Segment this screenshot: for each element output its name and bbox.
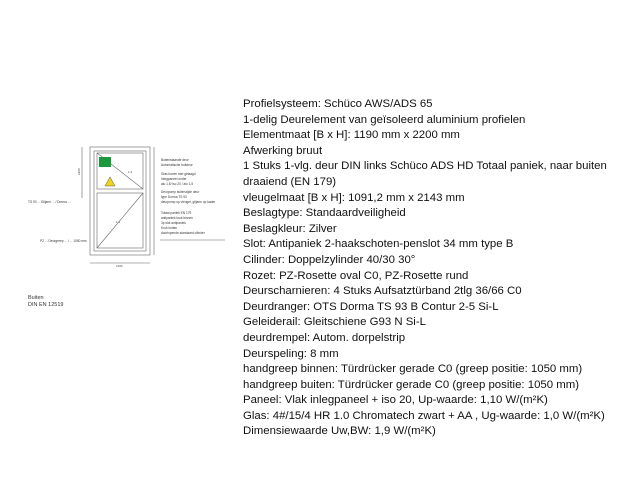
- spec-line: Beslagtype: Standaardveiligheid: [243, 207, 406, 220]
- drawing-note: type Dorma TS 93: [161, 195, 187, 199]
- specification-text: [243, 97, 638, 440]
- spec-line: Profielsysteem: Schüco AWS/ADS 65: [243, 98, 433, 110]
- left-note-hinge: TS 93 ... Glijarm ... / Dorma ...: [28, 200, 71, 204]
- spec-line: Geleiderail: Gleitschiene G93 N Si-L: [243, 316, 426, 329]
- drawing-note: 3p slot antipaniek: [161, 221, 186, 225]
- spec-line: Cilinder: Doppelzylinder 40/30 30°: [243, 253, 416, 266]
- spec-line: Deurscharnieren: 4 Stuks Aufsatztürband 2tlg 36/66 C0: [243, 285, 522, 298]
- spec-line: vleugelmaat [B x H]: 1091,2 mm x 2143 mm: [243, 191, 465, 204]
- left-note-handle: PZ ... Deurgreep ... / ... 1050 mm: [40, 239, 87, 243]
- drawing-note: Glas boven met gelaagd: [161, 172, 196, 176]
- spec-line: Deurdranger: OTS Dorma TS 93 B Contur 2-5 Si-L: [243, 300, 499, 313]
- spec-line: Deurspeling: 8 mm: [243, 347, 339, 360]
- glass-label: 1.2: [128, 170, 133, 174]
- view-caption: [28, 295, 63, 309]
- drawing-note: antipaniek kruk binnen: [161, 216, 193, 220]
- spec-line: handgreep binnen: Türdrücker gerade C0 (greep positie: 1050 mm): [243, 363, 583, 376]
- drawing-note: alu 1,5/ iso 20 / alu 1,5: [161, 182, 194, 186]
- spec-line: Glas: 4#/15/4 HR 1.0 Chromatech zwart + AA , Ug-waarde: 1,0 W/(m²K): [243, 409, 605, 422]
- spec-line: 1 Stuks 1-vlg. deur DIN links Schüco ADS HD Totaal paniek, naar buiten: [243, 160, 607, 173]
- drawing-note: Kruk buiten: [161, 226, 178, 230]
- emergency-exit-sign-icon: [99, 157, 111, 167]
- drawing-note: Totaal paniek EN 179: [161, 211, 192, 215]
- width-dimension: 1190: [116, 264, 123, 268]
- spec-line: Elementmaat [B x H]: 1190 mm x 2200 mm: [243, 129, 460, 142]
- spec-line: handgreep buiten: Türdrücker gerade C0 (greep positie: 1050 mm): [243, 378, 580, 391]
- spec-line: deurdrempel: Autom. dorpelstrip: [243, 331, 406, 344]
- view-label: Buiten: [28, 295, 44, 301]
- norm-label: DIN EN 12519: [28, 302, 64, 308]
- spec-line: Afwerking bruut: [243, 144, 323, 157]
- drawing-note: doorlopende standaard cilinder: [161, 231, 205, 235]
- spec-line: Rozet: PZ-Rosette oval C0, PZ-Rosette rund: [243, 269, 469, 282]
- drawing-note: Automatische buitdeur: [161, 163, 193, 167]
- spec-line: draaiend (EN 179): [243, 175, 337, 188]
- height-dimension: 2200: [77, 168, 81, 175]
- spec-line: Dimensiewaarde Uw,BW: 1,9 W/(m²K): [243, 425, 436, 438]
- drawing-note: Inlegpaneel onder: [161, 177, 187, 181]
- spec-line: Paneel: Vlak inlegpaneel + iso 20, Up-waarde: 1,10 W/(m²K): [243, 394, 548, 407]
- spec-line: Beslagkleur: Zilver: [243, 222, 337, 235]
- door-drawing: [20, 140, 240, 320]
- drawing-note: deurpomp op vleugel, glijarm op kader: [161, 200, 216, 204]
- spec-line: Slot: Antipaniek 2-haakschoten-penslot 34 mm type B: [243, 238, 514, 251]
- spec-line: 1-delig Deurelement van geïsoleerd aluminium profielen: [243, 113, 526, 126]
- drawing-note: Buitenstaande deur: [161, 158, 189, 162]
- drawing-note: Deurpomp buitenzijde deur: [161, 190, 200, 194]
- panel-label: 1.1: [116, 220, 121, 224]
- warning-sign-icon: [105, 177, 115, 186]
